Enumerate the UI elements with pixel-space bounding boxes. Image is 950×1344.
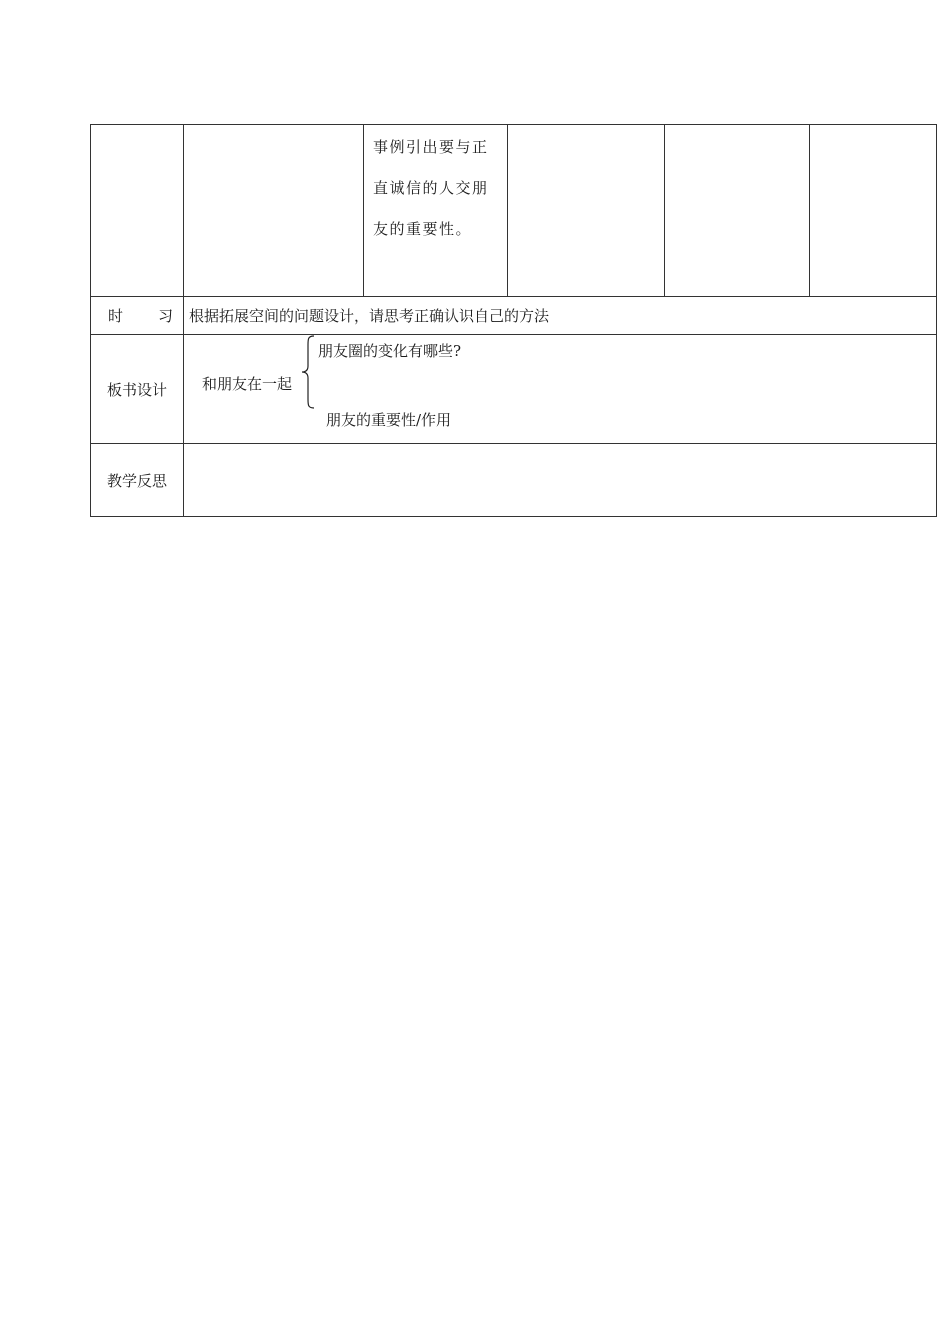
homework-label-left: 时	[108, 307, 124, 325]
homework-content: 根据拓展空间的问题设计，请思考正确认识自己的方法	[189, 307, 550, 325]
board-branch-2: 朋友的重要性/作用	[326, 411, 452, 429]
activity-cell-5	[665, 125, 810, 297]
activity-row	[91, 125, 937, 297]
reflection-content	[184, 444, 937, 517]
board-main-topic: 和朋友在一起	[202, 375, 293, 393]
activity-cell-1	[91, 125, 184, 297]
activity-cell-4	[508, 125, 665, 297]
lesson-plan-table	[90, 124, 937, 517]
activity-line-3: 友的重要性。	[373, 220, 473, 238]
activity-line-2: 直诚信的人交朋	[373, 179, 489, 197]
homework-label-cell	[91, 297, 184, 335]
board-design-content	[184, 335, 937, 444]
activity-cell-3	[364, 125, 508, 297]
activity-line-1: 事例引出要与正	[373, 138, 489, 156]
homework-content-cell	[184, 297, 937, 335]
reflection-row	[91, 444, 937, 517]
homework-label	[91, 305, 183, 326]
board-design-label: 板书设计	[91, 335, 184, 444]
activity-cell-6	[810, 125, 937, 297]
homework-row	[91, 297, 937, 335]
reflection-label: 教学反思	[91, 444, 184, 517]
board-branch-1: 朋友圈的变化有哪些?	[318, 342, 462, 360]
activity-cell-2	[184, 125, 364, 297]
board-design-row	[91, 335, 937, 444]
activity-text	[364, 125, 507, 250]
homework-label-right: 习	[157, 307, 173, 325]
curly-brace-icon	[301, 335, 315, 409]
